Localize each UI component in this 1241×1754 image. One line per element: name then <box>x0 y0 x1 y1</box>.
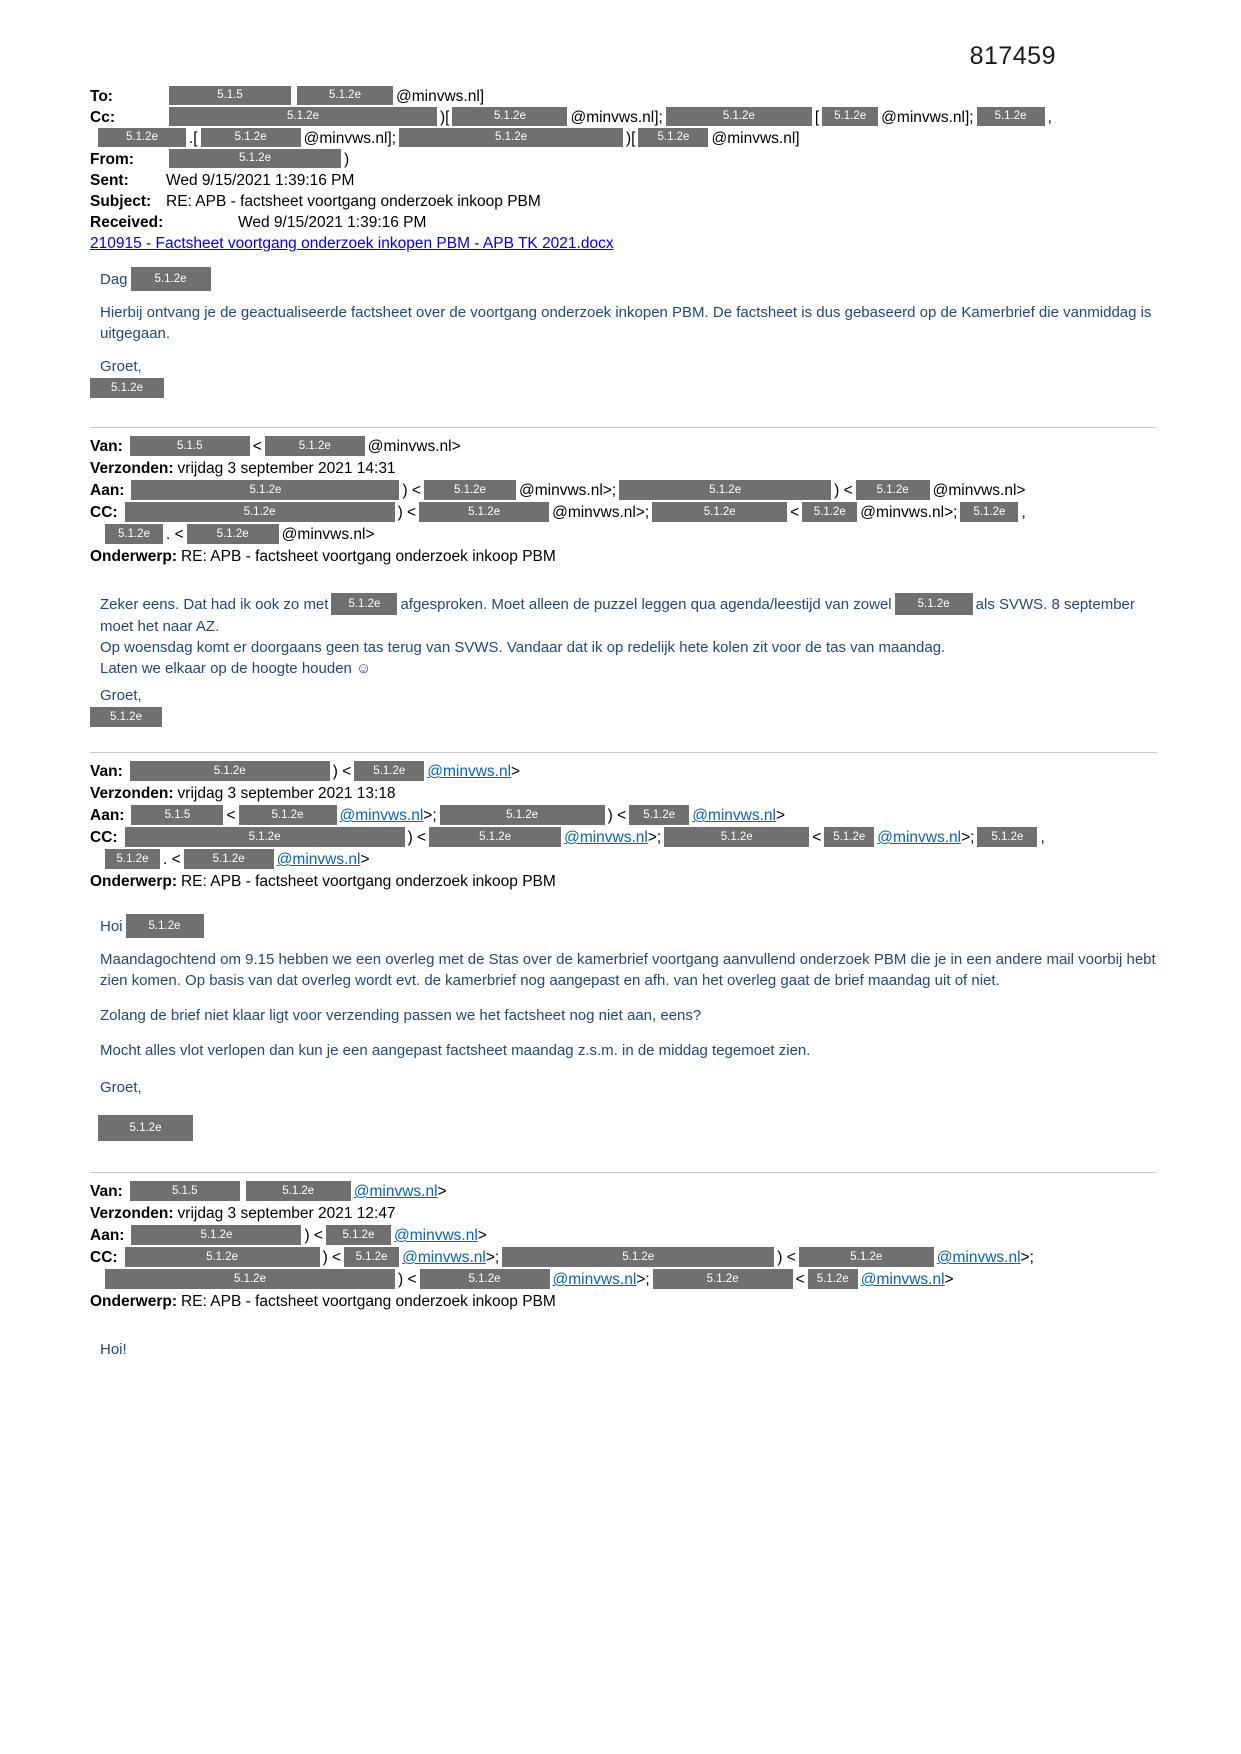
redaction-box: 5.1.2e <box>246 1181 351 1201</box>
redaction-box: 5.1.2e <box>977 827 1037 847</box>
field-value <box>166 107 1165 128</box>
document-number: 817459 <box>969 42 1056 70</box>
redaction-box: 5.1.2e <box>239 805 337 825</box>
redaction-box: 5.1.2e <box>652 502 787 522</box>
redaction-box: 5.1.2e <box>125 502 395 522</box>
text-segment: Dag <box>100 270 128 288</box>
redaction-box: 5.1.2e <box>856 480 930 500</box>
redaction-box: 5.1.2e <box>824 827 874 847</box>
text-segment: Zolang de brief niet klaar ligt voor verzending passen we het factsheet nog niet aan, eens? <box>100 1007 702 1025</box>
text-segment: @minvws.nl]; <box>881 109 974 126</box>
text-segment: @minvws.nl>; <box>860 504 958 521</box>
redaction-box: 5.1.2e <box>419 502 549 522</box>
redaction-box: 5.1.2e <box>130 761 330 781</box>
redaction-box: 5.1.5 <box>130 436 250 456</box>
text-segment: < <box>226 807 236 825</box>
attachment-row <box>90 233 1165 254</box>
text-segment: ) < <box>398 1271 417 1289</box>
field-value <box>166 191 1165 212</box>
redaction-box: 5.1.5 <box>130 1181 240 1201</box>
redaction-box: 5.1.2e <box>90 707 162 727</box>
text-segment: ) < <box>304 1227 323 1245</box>
header-field <box>90 128 1165 149</box>
text-segment: >; <box>485 1249 500 1267</box>
quoted-header-field <box>90 436 1165 458</box>
text-segment: . < <box>163 851 181 869</box>
text-segment: > <box>437 1183 447 1201</box>
text-segment: @minvws.nl> <box>367 438 461 455</box>
quoted-header-field <box>90 546 1165 568</box>
message-paragraph <box>100 1005 1158 1026</box>
text-segment: Laten we elkaar op de hoogte houden ☺ <box>100 660 372 678</box>
text-segment: Wed 9/15/2021 1:39:16 PM <box>166 172 355 189</box>
field-label: CC: <box>90 829 118 847</box>
signature-row <box>98 1116 1165 1142</box>
text-segment: Zeker eens. Dat had ik ook zo met <box>100 596 329 613</box>
redaction-box: 5.1.2e <box>638 128 708 147</box>
text-segment: < <box>795 1271 805 1289</box>
text-segment: >; <box>647 829 662 847</box>
text-segment: Maandagochtend om 9.15 hebben we een overleg met de Stas over de kamerbrief voortgang aanvullend onderzoek PBM die je in een andere mail voorbij hebt zien komen. Op basis van dat overleg wordt evt. de kamerbrief nog aangepast en afh. van het overleg gaat de brief maandag uit of niet. <box>100 951 1160 990</box>
text-segment: @minvws.nl> <box>932 482 1026 499</box>
text-segment: Groet, <box>100 358 142 375</box>
text-segment: >; <box>1020 1249 1034 1267</box>
redaction-box: 5.1.2e <box>399 128 623 147</box>
field-value <box>166 149 1165 170</box>
field-label: Received: <box>90 214 164 231</box>
text-segment: Hoi! <box>100 1341 127 1359</box>
redaction-box: 5.1.2e <box>619 480 831 500</box>
field-label: Van: <box>90 763 123 781</box>
quoted-header-field <box>90 1181 1165 1203</box>
redaction-box: 5.1.2e <box>440 805 605 825</box>
field-label: Aan: <box>90 482 125 499</box>
field-label: To: <box>90 88 113 105</box>
quoted-header-field <box>90 1291 1165 1313</box>
field-label: CC: <box>90 504 118 521</box>
email-link[interactable]: @minvws.nl <box>552 1271 637 1289</box>
text-segment: )[ <box>440 109 450 126</box>
redaction-box: 5.1.2e <box>105 849 160 869</box>
quoted-header-field <box>90 871 1165 893</box>
text-segment: ) <box>344 151 350 168</box>
redaction-box: 5.1.2e <box>502 1247 774 1267</box>
redaction-box: 5.1.2e <box>131 1225 301 1245</box>
email-link[interactable]: @minvws.nl <box>877 829 962 847</box>
field-label: Cc: <box>90 109 115 126</box>
redaction-box: 5.1.2e <box>105 1269 395 1289</box>
redaction-box: 5.1.2e <box>131 480 399 500</box>
field-value <box>166 212 1165 233</box>
text-segment: >; <box>423 807 437 825</box>
email-link[interactable]: @minvws.nl <box>402 1249 486 1267</box>
redaction-box: 5.1.2e <box>169 107 437 126</box>
field-label: Verzonden: <box>90 785 174 803</box>
redaction-box: 5.1.2e <box>977 107 1045 126</box>
header-field <box>90 86 1165 107</box>
redaction-box: 5.1.2e <box>125 1247 320 1267</box>
spacer <box>90 1142 1165 1172</box>
spacer <box>90 1061 1165 1077</box>
spacer <box>90 1313 1165 1339</box>
message-paragraph <box>100 268 1158 292</box>
message-paragraph <box>100 949 1158 991</box>
text-segment: @minvws.nl] <box>396 88 485 105</box>
email-link[interactable]: @minvws.nl <box>339 807 424 825</box>
redaction-box: 5.1.2e <box>125 827 405 847</box>
text-segment: ) < <box>607 807 627 825</box>
text-segment: > <box>944 1271 954 1289</box>
redaction-box: 5.1.2e <box>98 1115 193 1141</box>
text-segment: afgesproken. Moet alleen de puzzel leggen qua agenda/leestijd van zowel <box>400 596 892 613</box>
message-paragraph <box>100 1077 1158 1098</box>
redaction-box: 5.1.2e <box>960 502 1018 522</box>
redaction-box: 5.1.2e <box>326 1225 391 1245</box>
redaction-box: 5.1.2e <box>344 1247 399 1267</box>
redaction-box: 5.1.2e <box>105 524 163 544</box>
quoted-header-field <box>90 761 1165 783</box>
redaction-box: 5.1.2e <box>629 805 689 825</box>
email-link[interactable]: @minvws.nl <box>936 1249 1021 1267</box>
email-link[interactable]: @minvws.nl <box>427 763 512 781</box>
spacer <box>90 893 1165 915</box>
quoted-header-field <box>90 502 1165 524</box>
redaction-box: 5.1.2e <box>808 1269 858 1289</box>
text-segment: Groet, <box>100 687 142 705</box>
field-label: CC: <box>90 1249 118 1267</box>
redaction-box: 5.1.2e <box>420 1269 550 1289</box>
quoted-header-field <box>90 805 1165 827</box>
message-paragraph <box>100 594 1158 637</box>
text-segment: .[ <box>189 130 198 147</box>
redaction-box: 5.1.2e <box>331 593 397 615</box>
text-segment: Groet, <box>100 1079 142 1097</box>
redaction-box: 5.1.2e <box>653 1269 793 1289</box>
email-link[interactable]: @minvws.nl <box>276 851 361 869</box>
text-segment: RE: APB - factsheet voortgang onderzoek inkoop PBM <box>166 193 541 210</box>
text-segment: als SVWS. 8 september moet het naar AZ. <box>100 596 1140 636</box>
redaction-box: 5.1.5 <box>169 86 291 105</box>
spacer <box>90 428 1165 436</box>
text-segment: @minvws.nl]; <box>303 130 397 147</box>
quoted-header-field <box>90 1269 1165 1291</box>
field-label: Van: <box>90 438 123 455</box>
email-link[interactable]: @minvws.nl <box>692 807 776 825</box>
message-paragraph <box>100 658 1158 679</box>
text-segment: ) < <box>407 829 427 847</box>
redaction-box: 5.1.2e <box>98 128 186 147</box>
text-segment: RE: APB - factsheet voortgang onderzoek inkoop PBM <box>180 548 556 565</box>
spacer <box>90 254 1165 268</box>
text-segment: , <box>1021 504 1026 521</box>
text-segment: Hoi <box>100 918 123 935</box>
redaction-box: 5.1.2e <box>802 502 857 522</box>
redaction-box: 5.1.2e <box>452 107 567 126</box>
text-segment: RE: APB - factsheet voortgang onderzoek inkoop PBM <box>180 1293 556 1311</box>
text-segment: > <box>477 1227 487 1245</box>
spacer <box>90 1098 1165 1114</box>
text-segment: Wed 9/15/2021 1:39:16 PM <box>238 214 427 231</box>
email-link[interactable]: @minvws.nl <box>564 829 648 847</box>
quoted-header-field <box>90 524 1165 546</box>
text-segment: vrijdag 3 september 2021 14:31 <box>177 460 396 477</box>
field-label: From: <box>90 151 134 168</box>
spacer <box>90 728 1165 752</box>
email-link[interactable]: @minvws.nl <box>393 1227 478 1245</box>
message-paragraph <box>100 685 1158 706</box>
text-segment: > <box>775 807 786 825</box>
spacer <box>90 1026 1165 1040</box>
redaction-box: 5.1.2e <box>895 593 973 615</box>
text-segment: ) < <box>397 504 417 521</box>
text-segment: , <box>1040 829 1045 847</box>
redaction-box: 5.1.2e <box>666 107 812 126</box>
text-segment: )[ <box>626 130 636 147</box>
header-field <box>90 191 1165 212</box>
redaction-box: 5.1.2e <box>90 378 164 398</box>
field-label: Verzonden: <box>90 460 174 477</box>
message-paragraph <box>100 302 1158 344</box>
field-value <box>166 86 1165 107</box>
text-segment: , <box>1047 109 1052 126</box>
spacer <box>90 753 1165 761</box>
message-paragraph <box>100 637 1158 658</box>
spacer <box>90 399 1165 427</box>
header-field <box>90 107 1165 128</box>
text-segment: @minvws.nl>; <box>552 504 650 521</box>
field-value <box>90 128 1165 149</box>
redaction-box: 5.1.2e <box>169 149 341 168</box>
redaction-box: 5.1.5 <box>131 805 223 825</box>
text-segment: > <box>360 851 370 869</box>
quoted-header-field <box>90 458 1165 480</box>
field-label: Aan: <box>90 1227 125 1245</box>
spacer <box>90 568 1165 594</box>
field-label: Verzonden: <box>90 1205 174 1223</box>
message-paragraph <box>100 1339 1158 1360</box>
header-field <box>90 212 1165 233</box>
text-segment: < <box>252 438 262 455</box>
email-link[interactable]: @minvws.nl <box>353 1183 438 1201</box>
text-segment: > <box>511 763 521 781</box>
quoted-header-field <box>90 480 1165 502</box>
redaction-box: 5.1.2e <box>131 267 211 291</box>
field-label: Onderwerp: <box>90 548 177 565</box>
email-link[interactable]: @minvws.nl <box>860 1271 945 1289</box>
message-paragraph <box>100 915 1158 939</box>
text-segment: ) < <box>322 1249 342 1267</box>
text-segment: @minvws.nl] <box>711 130 800 147</box>
text-segment: ) < <box>834 482 853 499</box>
quoted-header-field <box>90 1203 1165 1225</box>
spacer <box>90 344 1165 356</box>
redaction-box: 5.1.2e <box>265 436 365 456</box>
field-label: Onderwerp: <box>90 1293 177 1311</box>
text-segment: vrijdag 3 september 2021 12:47 <box>177 1205 396 1223</box>
quoted-header-field <box>90 849 1165 871</box>
text-segment: < <box>790 504 800 521</box>
redaction-box: 5.1.2e <box>424 480 516 500</box>
redaction-box: 5.1.2e <box>354 761 424 781</box>
field-label: Onderwerp: <box>90 873 177 891</box>
field-label: Aan: <box>90 807 125 825</box>
quoted-header-field <box>90 1247 1165 1269</box>
quoted-header-field <box>90 783 1165 805</box>
redaction-box: 5.1.2e <box>201 128 301 147</box>
redaction-box: 5.1.2e <box>664 827 809 847</box>
text-segment: @minvws.nl> <box>281 526 375 543</box>
spacer <box>90 292 1165 302</box>
text-segment: ) < <box>777 1249 796 1267</box>
text-segment: < <box>812 829 822 847</box>
text-segment: @minvws.nl>; <box>518 482 617 499</box>
text-segment: Mocht alles vlot verlopen dan kun je een aangepast factsheet maandag z.s.m. in de middag tegemoet zien. <box>100 1042 811 1060</box>
text-segment: RE: APB - factsheet voortgang onderzoek inkoop PBM <box>180 873 556 891</box>
text-segment: @minvws.nl]; <box>570 109 663 126</box>
redaction-box: 5.1.2e <box>126 914 204 938</box>
redaction-box: 5.1.2e <box>799 1247 934 1267</box>
field-label: Subject: <box>90 193 152 210</box>
field-label: Van: <box>90 1183 123 1201</box>
redaction-box: 5.1.2e <box>184 849 274 869</box>
spacer <box>90 1173 1165 1181</box>
redaction-box: 5.1.2e <box>297 86 393 105</box>
field-label: Sent: <box>90 172 129 189</box>
header-field <box>90 149 1165 170</box>
text-segment: vrijdag 3 september 2021 13:18 <box>177 785 396 803</box>
signature-row <box>90 708 1165 728</box>
redaction-box: 5.1.2e <box>187 524 279 544</box>
redaction-box: 5.1.2e <box>822 107 878 126</box>
field-value <box>166 170 1165 191</box>
signature-row <box>90 379 1165 399</box>
header-field <box>90 170 1165 191</box>
email-content <box>90 86 1165 1360</box>
text-segment: ) < <box>402 482 421 499</box>
spacer <box>90 991 1165 1005</box>
text-segment: Op woensdag komt er doorgaans geen tas terug van SVWS. Vandaar dat ik op redelijk hete kolen zit voor de tas van maandag. <box>100 639 946 657</box>
message-paragraph <box>100 1040 1158 1061</box>
attachment-link[interactable]: 210915 - Factsheet voortgang onderzoek inkopen PBM - APB TK 2021.docx <box>90 235 614 252</box>
quoted-header-field <box>90 827 1165 849</box>
text-segment: >; <box>961 829 975 847</box>
redaction-box: 5.1.2e <box>429 827 561 847</box>
message-paragraph <box>100 356 1158 377</box>
text-segment: ) < <box>332 763 352 781</box>
text-segment: >; <box>636 1271 650 1289</box>
spacer <box>90 939 1165 949</box>
text-segment: [ <box>814 109 820 126</box>
text-segment: . < <box>166 526 184 543</box>
text-segment: Hierbij ontvang je de geactualiseerde factsheet over de voortgang onderzoek inkopen PBM. De factsheet is dus gebaseerd op de Kamerbrief die vanmiddag is uitgegaan. <box>100 304 1156 342</box>
quoted-header-field <box>90 1225 1165 1247</box>
